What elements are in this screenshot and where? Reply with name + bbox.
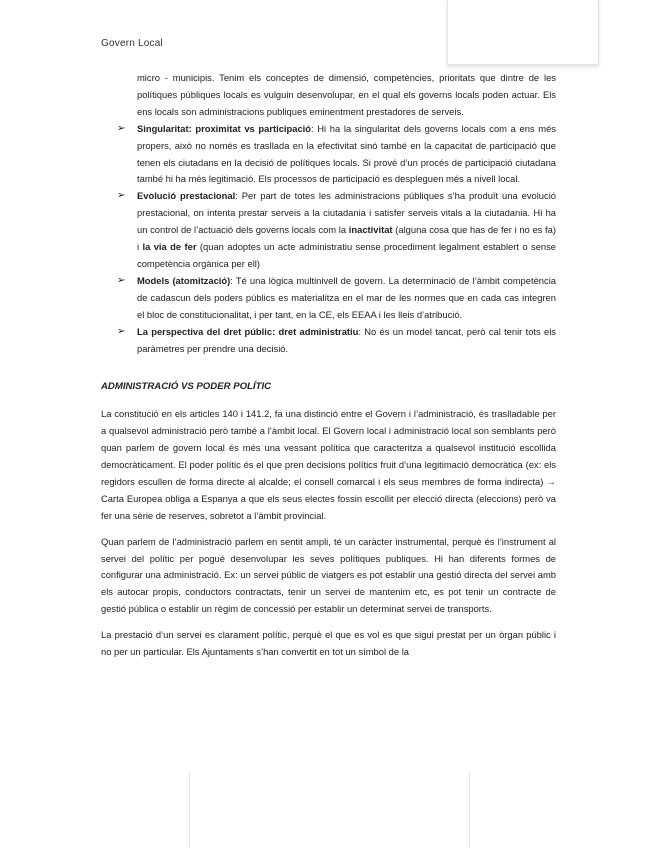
document-body xyxy=(101,70,556,670)
bullet-label: Models (atomització) xyxy=(137,274,231,286)
list-item xyxy=(101,121,556,189)
header-box xyxy=(447,0,599,65)
bullet-list xyxy=(101,121,556,358)
list-item xyxy=(101,273,556,324)
list-item xyxy=(101,324,556,358)
arrow-bullet-icon: ➢ xyxy=(117,325,126,337)
arrow-bullet-icon: ➢ xyxy=(117,122,126,134)
body-paragraph: Quan parlem de l’administració parlem en sentit ampli, té un caràcter instrumental, perquè és l’instrument al servei del polític per pogué desenvolupar les seves polítiques publiques. Hi han diferents formes de configurar una administració. Ex: un servei públic de viatgers es pot establir una gestió directa del servei amb els autocar propis, conductors contractats, tenir un servei de mantenim etc, es pot tenir un contracte de gestió pública o establir un règim de concessió per establir un determinat servei de transports. xyxy=(101,535,556,615)
bullet-label: La perspectiva del dret públic: dret administratiu xyxy=(137,325,359,337)
bullet-text: (quan adoptes un acte administratiu sense procediment legalment establert o sense competència orgànica per ell) xyxy=(137,241,557,269)
bullet-bold-term: la via de fer xyxy=(142,241,197,253)
body-paragraph: La prestació d’un servei es clarament polític, perquè el que es vol es que sigui prestat per un òrgan públic i no per un particular. Els Ajuntaments s’han convertit en tot un símbol de la xyxy=(101,629,556,658)
arrow-bullet-icon: ➢ xyxy=(117,190,126,202)
section-heading: ADMINISTRACIÓ VS PODER POLÍTIC xyxy=(101,381,272,393)
bullet-label: Singularitat: proximitat vs participació xyxy=(137,122,312,134)
bullet-label: Evolució prestacional xyxy=(137,190,236,202)
bullet-text: : Té una lògica multinivell de govern. La determinació de l’àmbit competència de cadascun dels poders públics es materialitza en el mar de les normes que en cada cas integren el bloc de constitucionalitat, i per tant, en la CE, els EEAA i les lleis d’atribució. xyxy=(137,274,557,320)
bullet-text: : Hi ha la singularitat dels governs locals com a ens més propers, això no només es trasllada en la efectivitat sinó també en la capacitat de participació que tenen els ciutadans en la decisió de polítiques locals. Si prové d’un procés de participació ciutadana també hi ha més legitimació. Els processos de participació es despleguen més a nivell local. xyxy=(137,122,556,185)
continuation-paragraph: micro - municipis. Tenim els conceptes de dimensió, competències, prioritats que dintre de les polítiques públiques locals es vulguin desenvolupar, en el qual els governs locals poden actuar. Els ens locals son administracions publiques eminentment prestadores de serveis. xyxy=(137,72,556,117)
footer-divider-left xyxy=(189,772,190,848)
bullet-text: : No és un model tancat, però cal tenir tots els paràmetres per prendre una decisió. xyxy=(137,325,556,354)
list-item xyxy=(101,188,556,273)
bullet-text: : Per part de totes les administracions públiques s’ha produït una evolució prestacional, on intenta prestar serveis a la ciutadania i satisfer serveis vitals a la ciutadania. Hi ha un control de l’actuació dels governs locals com la xyxy=(137,190,556,236)
body-paragraph: La constitució en els articles 140 i 141.2, fa una distinció entre el Govern i l’administració, és traslladable per a qualsevol administració però també a l’àmbit local. El Govern local i administració local son semblants però quan parlem de govern local és més una vessant política que caracteritza a qualsevol institució escollida democràticament. El poder polític és el que pren decisions polítics fruit d’una legitimació democràtica (ex: els regidors escullen de forma directe al alcalde; el consell comarcal i els seus membres de forma indirecta) → Carta Europea obliga a Espanya a que els seus electes fossin escollit per elecció directa (eleccions) però va fer una sèrie de reserves, sobretot a l’àmbit provincial. xyxy=(101,408,556,521)
arrow-bullet-icon: ➢ xyxy=(117,274,126,286)
bullet-text: (alguna cosa que has de fer i no es fa) i xyxy=(137,224,556,253)
bullet-bold-term: inactivitat xyxy=(348,224,393,236)
page-header-title: Govern Local xyxy=(101,38,163,49)
footer-divider-right xyxy=(469,772,470,848)
